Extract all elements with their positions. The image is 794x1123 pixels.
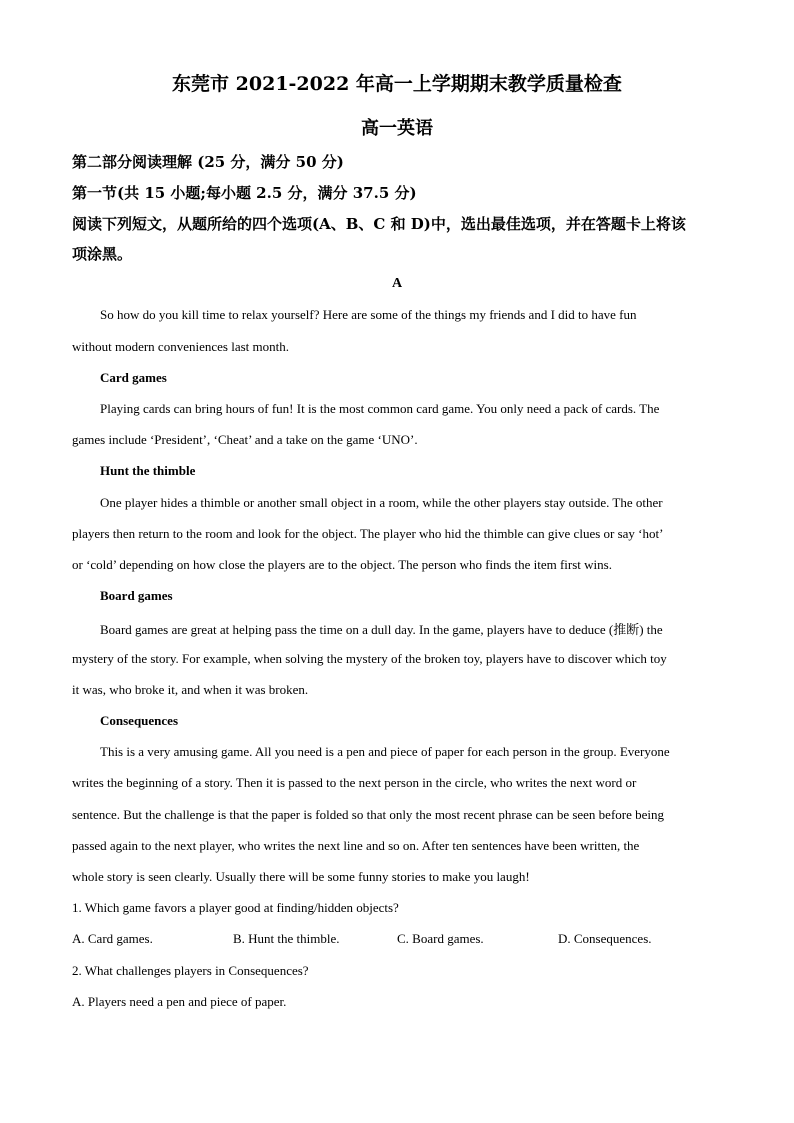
card-line-2: games include ‘President’, ‘Cheat’ and a take on the game ‘UNO’. <box>72 432 418 447</box>
section-heading: 第一节(共 15 小题;每小题 2.5 分，满分 37.5 分) <box>72 184 417 202</box>
question-2-option-a: A. Players need a pen and piece of paper. <box>72 994 287 1009</box>
board-line-2: mystery of the story. For example, when solving the mystery of the broken toy, players have to discover which toy <box>72 651 667 666</box>
board-games-heading: Board games <box>100 588 173 603</box>
passage-label: A <box>391 276 403 291</box>
thimble-line-1: One player hides a thimble or another small object in a room, while the other players stay outside. The other <box>100 495 663 510</box>
question-1-option-c: C. Board games. <box>397 931 484 946</box>
intro-line-2: without modern conveniences last month. <box>72 339 289 354</box>
board-line-3: it was, who broke it, and when it was broken. <box>72 682 309 697</box>
instruction-line-1: 阅读下列短文，从题所给的四个选项(A、B、C 和 D)中，选出最佳选项，并在答题卡上将该 <box>72 215 686 233</box>
part-heading: 第二部分阅读理解 (25 分，满分 50 分) <box>72 153 344 171</box>
consequences-heading: Consequences <box>100 713 179 728</box>
thimble-line-3: or ‘cold’ depending on how close the players are to the object. The person who finds the item first wins. <box>72 557 612 572</box>
consequences-line-3: sentence. But the challenge is that the paper is folded so that only the most recent phrase can be seen before being <box>72 807 665 822</box>
exam-title: 东莞市 2021-2022 年高一上学期期末教学质量检查 <box>172 73 622 95</box>
question-1-option-b: B. Hunt the thimble. <box>233 931 340 946</box>
consequences-line-2: writes the beginning of a story. Then it is passed to the next person in the circle, who writes the next word or <box>72 775 637 790</box>
board-line-1: Board games are great at helping pass the time on a dull day. In the game, players have to deduce (推断) the <box>100 622 663 637</box>
card-line-1: Playing cards can bring hours of fun! It is the most common card game. You only need a pack of cards. The <box>100 401 660 416</box>
question-1-stem: 1. Which game favors a player good at finding/hidden objects? <box>72 900 399 915</box>
question-1-option-d: D. Consequences. <box>558 931 652 946</box>
consequences-line-1: This is a very amusing game. All you need is a pen and piece of paper for each person in the group. Everyone <box>100 744 670 759</box>
thimble-heading: Hunt the thimble <box>100 463 196 478</box>
card-games-heading: Card games <box>100 370 167 385</box>
consequences-line-5: whole story is seen clearly. Usually there will be some funny stories to make you laugh! <box>72 869 530 884</box>
thimble-line-2: players then return to the room and look for the object. The player who hid the thimble can give clues or say ‘hot’ <box>72 526 664 541</box>
exam-subtitle: 高一英语 <box>361 118 433 139</box>
instruction-line-2: 项涂黑。 <box>72 245 133 263</box>
intro-line-1: So how do you kill time to relax yourself? Here are some of the things my friends and I did to have fun <box>100 307 637 322</box>
question-1-option-a: A. Card games. <box>72 931 153 946</box>
consequences-line-4: passed again to the next player, who writes the next line and so on. After ten sentences have been written, the <box>72 838 640 853</box>
question-2-stem: 2. What challenges players in Consequences? <box>72 963 309 978</box>
